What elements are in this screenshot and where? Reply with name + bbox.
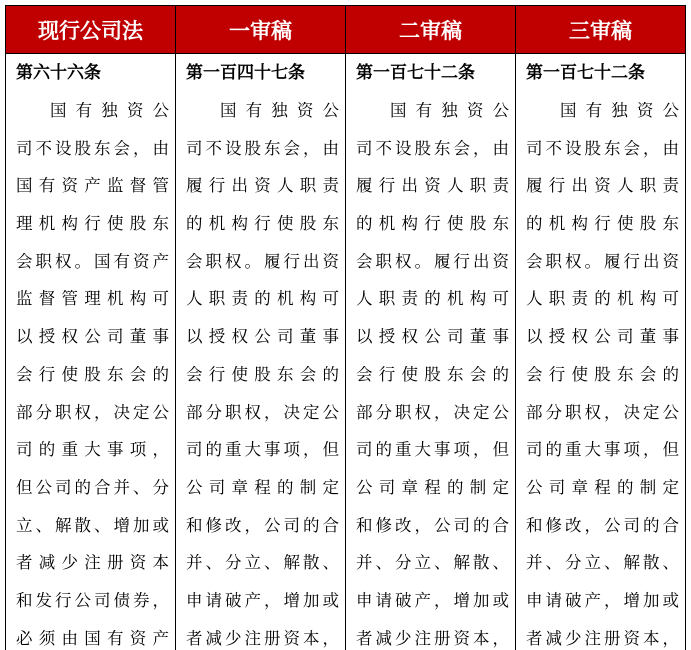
table-body-row	[6, 54, 686, 650]
article-text-line: 立、解散、增加或	[16, 515, 169, 535]
article-text-line: 人职责的机构可	[526, 289, 679, 309]
article-text-line: 者减少注册资本，	[526, 628, 679, 648]
article-text-line: 履行出资人职责	[356, 176, 509, 196]
article-text-line: 司的重大事项，	[16, 440, 169, 460]
article-text-line: 司的重大事项，但	[356, 440, 509, 460]
article-text-line: 会职权。履行出资	[356, 251, 509, 271]
article-text-line: 并、分立、解散、	[356, 553, 509, 573]
article-text-line: 司不设股东会，由	[16, 138, 169, 158]
article-text-line: 司的重大事项，但	[186, 440, 339, 460]
article-text-line: 和修改，公司的合	[526, 515, 679, 535]
article-text-line: 履行出资人职责	[186, 176, 339, 196]
article-text-line: 的机构行使股东	[356, 214, 509, 234]
article-text-line: 会行使股东会的	[16, 364, 169, 384]
article-number: 第一百七十二条	[526, 63, 645, 83]
article-text-line: 部分职权，决定公	[356, 402, 509, 422]
article-text-line: 以授权公司董事	[356, 327, 509, 347]
article-number: 第一百四十七条	[186, 63, 305, 83]
article-text-line: 的机构行使股东	[186, 214, 339, 234]
article-text-line: 会职权。履行出资	[186, 251, 339, 271]
column-second-draft	[346, 54, 516, 650]
article-text-line: 履行出资人职责	[526, 176, 679, 196]
comparison-table	[5, 5, 686, 650]
article-text-line: 公司章程的制定	[526, 477, 679, 497]
article-text-line: 者减少注册资本，	[356, 628, 509, 648]
column-first-draft	[176, 54, 346, 650]
article-text-line: 者减少注册资本	[16, 553, 169, 573]
article-text-line: 部分职权，决定公	[186, 402, 339, 422]
article-text-line: 国有独资公	[560, 101, 679, 120]
article-text-line: 和修改，公司的合	[356, 515, 509, 535]
article-text-line: 者减少注册资本，	[186, 628, 339, 648]
article-text-line: 监督管理机构可	[16, 289, 169, 309]
article-text-line: 人职责的机构可	[356, 289, 509, 309]
header-first-draft: 一审稿	[176, 6, 346, 54]
column-third-draft	[516, 54, 686, 650]
article-text-line: 和发行公司债券，	[16, 590, 169, 610]
article-text-line: 的机构行使股东	[526, 214, 679, 234]
article-text-line: 申请破产，增加或	[186, 590, 339, 610]
article-number: 第一百七十二条	[356, 63, 475, 83]
article-text-line: 国有独资公	[50, 101, 169, 120]
article-text-line: 和修改，公司的合	[186, 515, 339, 535]
article-text-line: 以授权公司董事	[186, 327, 339, 347]
header-current-law: 现行公司法	[6, 6, 176, 54]
article-text-line: 会行使股东会的	[186, 364, 339, 384]
article-text-line: 会职权。国有资产	[16, 251, 169, 271]
article-text-line: 会行使股东会的	[356, 364, 509, 384]
article-text-line: 国有独资公	[220, 101, 339, 120]
header-third-draft: 三审稿	[516, 6, 686, 54]
article-text-line: 公司章程的制定	[356, 477, 509, 497]
article-text-line: 会行使股东会的	[526, 364, 679, 384]
article-text-line: 但公司的合并、分	[16, 477, 169, 497]
article-text-line: 并、分立、解散、	[526, 553, 679, 573]
column-current-law	[6, 54, 176, 650]
article-number: 第六十六条	[16, 63, 101, 83]
article-text-line: 必须由国有资产	[16, 628, 169, 648]
article-text-line: 国有独资公	[390, 101, 509, 120]
article-text-line: 申请破产，增加或	[356, 590, 509, 610]
header-second-draft: 二审稿	[346, 6, 516, 54]
article-text-line: 部分职权，决定公	[16, 402, 169, 422]
article-text-line: 部分职权，决定公	[526, 402, 679, 422]
article-text-line: 申请破产，增加或	[526, 590, 679, 610]
article-text-line: 国有资产监督管	[16, 176, 169, 196]
article-text-line: 司不设股东会，由	[526, 138, 679, 158]
article-text-line: 会职权。履行出资	[526, 251, 679, 271]
article-text-line: 人职责的机构可	[186, 289, 339, 309]
article-text-line: 司不设股东会，由	[356, 138, 509, 158]
article-text-line: 司不设股东会，由	[186, 138, 339, 158]
article-text-line: 司的重大事项，但	[526, 440, 679, 460]
article-text-line: 并、分立、解散、	[186, 553, 339, 573]
article-text-line: 公司章程的制定	[186, 477, 339, 497]
article-text-line: 以授权公司董事	[526, 327, 679, 347]
table-header-row	[6, 6, 686, 54]
article-text-line: 理机构行使股东	[16, 214, 169, 234]
article-text-line: 以授权公司董事	[16, 327, 169, 347]
